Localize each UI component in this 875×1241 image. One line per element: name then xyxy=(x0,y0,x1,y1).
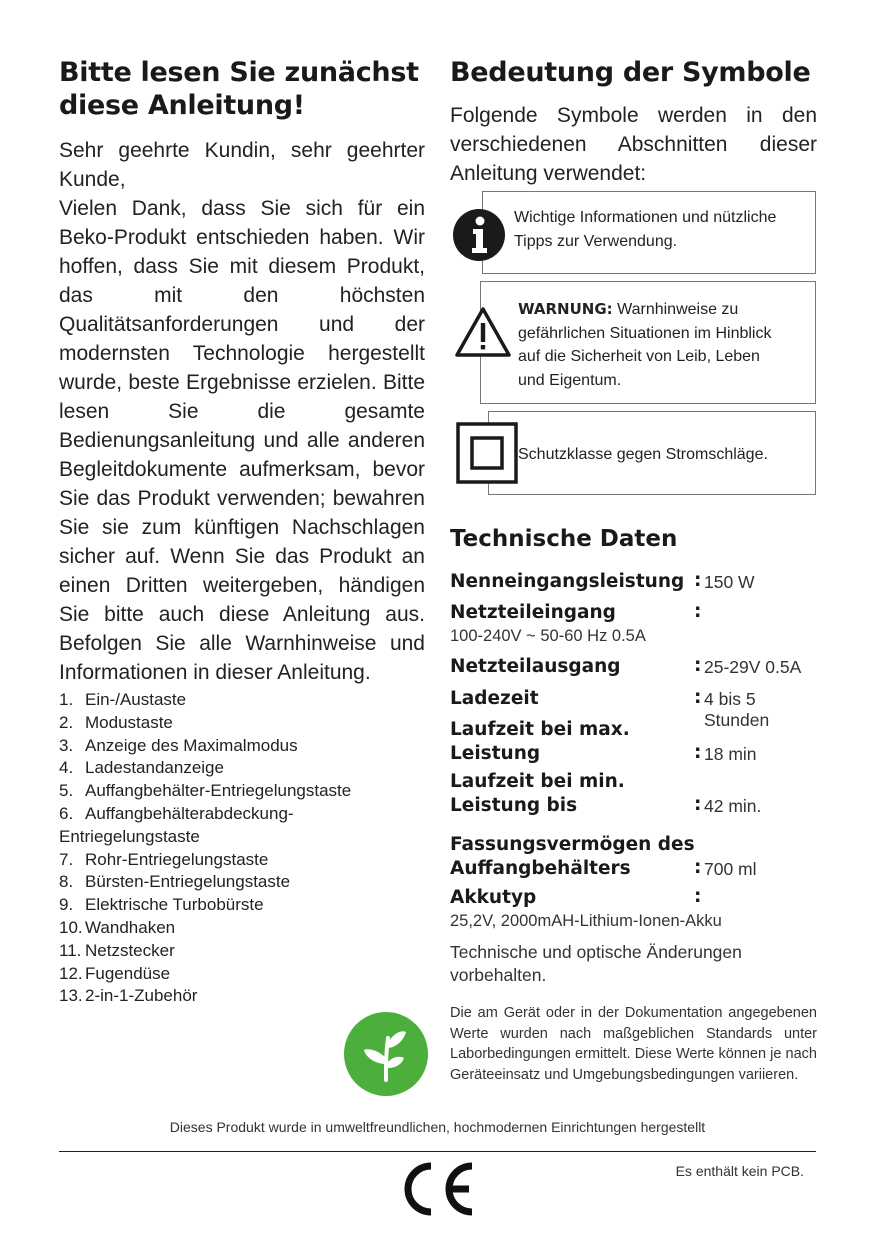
part-label: Netzstecker xyxy=(85,940,175,960)
intro-body: Vielen Dank, dass Sie sich für ein Beko-Produkt entschieden haben. Wir hoffen, dass Sie mit diesem Produkt, das mit den höchsten Qualitätsanforderungen und der modernsten Technologie hergestellt wurde, beste Ergebnisse erzielen. Bitte lesen Sie die gesamte Bedienungsanleitung und alle anderen Begleitdokumente aufmerksam, bevor Sie das Produkt verwenden; bewahren Sie sie zum künftigen Nachschlagen sicher auf. Wenn Sie das Produkt an einen Dritten weitergeben, händigen Sie bitte auch diese Anleitung aus. Befolgen Sie alle Warnhinweise und Informationen in dieser Anleitung. xyxy=(59,197,425,684)
spec-value: 700 ml xyxy=(704,859,757,879)
spec-value: 100-240V ~ 50-60 Hz 0.5A xyxy=(450,627,646,645)
spec-label: Laufzeit bei min. xyxy=(450,771,625,792)
symbols-intro: Folgende Symbole werden in den verschiedenen Abschnitten dieser Anleitung verwendet: xyxy=(450,104,817,185)
right-column xyxy=(450,56,817,1083)
part-number: 10. xyxy=(59,917,83,937)
part-number: 4. xyxy=(59,758,74,778)
spec-row: Laufzeit bei max. Leistung : 18 min xyxy=(450,718,820,766)
spec-label: Ladezeit xyxy=(450,688,539,709)
part-number: 11. xyxy=(59,940,82,960)
part-number: 2. xyxy=(59,712,74,732)
part-number: 12. xyxy=(59,963,83,983)
spec-value: 150 W xyxy=(704,572,755,592)
pcb-statement: Es enthält kein PCB. xyxy=(675,1163,804,1179)
left-column xyxy=(59,56,425,1006)
part-label: Auffangbehälter-Entriegelungstaste xyxy=(85,781,352,801)
part-list-item xyxy=(59,985,419,1008)
spec-value: 25,2V, 2000mAH-Lithium-Ionen-Akku xyxy=(450,912,722,930)
spec-label: Leistung bis xyxy=(450,795,578,816)
part-list-item xyxy=(59,963,419,986)
warning-icon xyxy=(454,306,512,358)
spec-label: Nenneingangsleistung xyxy=(450,571,685,592)
spec-label: Laufzeit bei max. xyxy=(450,719,630,740)
part-label: Wandhaken xyxy=(85,917,176,937)
spec-row: Ladezeit : 4 bis 5 Stunden xyxy=(450,687,820,711)
part-list-item xyxy=(59,803,419,826)
part-number: 5. xyxy=(59,781,74,801)
part-label: Ladestandanzeige xyxy=(85,758,224,778)
part-list-item xyxy=(59,871,419,894)
spec-row: Netzteileingang : 100-240V ~ 50-60 Hz 0.5A xyxy=(450,601,820,647)
part-label: Elektrische Turbobürste xyxy=(85,895,264,915)
tech-title: Technische Daten xyxy=(450,526,678,552)
spec-value: 25-29V 0.5A xyxy=(704,657,802,677)
spec-label: Netzteileingang xyxy=(450,602,616,623)
spec-label: Netzteilausgang xyxy=(450,656,621,677)
spec-label: Fassungsvermögen des xyxy=(450,834,695,855)
warning-symbol-text xyxy=(518,298,788,392)
spec-value: 4 bis 5 Stunden xyxy=(704,689,770,730)
part-list-item xyxy=(59,757,419,780)
title-line-2: diese Anleitung! xyxy=(59,90,305,121)
part-list-item xyxy=(59,917,419,940)
spec-label: Auffangbehälters xyxy=(450,858,631,879)
spec-row: Nenneingangsleistung : 150 W xyxy=(450,570,755,592)
warning-text: Warnhinweise zu gefährlichen Situationen im Hinblick auf die Sicherheit von Leib, Leben und Eigentum. xyxy=(518,301,772,389)
part-label: Auffangbehälterabdeckung- xyxy=(85,803,294,823)
spec-row: Netzteilausgang : 25-29V 0.5A xyxy=(450,655,802,677)
part-label: Entriegelungstaste xyxy=(59,826,200,846)
part-label: Bürsten-Entriegelungstaste xyxy=(85,872,291,892)
title-line-1: Bitte lesen Sie zunächst xyxy=(59,57,419,88)
symbols-title: Bedeutung der Symbole xyxy=(450,57,811,88)
warning-label: WARNUNG: xyxy=(518,300,613,318)
protection-class-text: Schutzklasse gegen Stromschläge. xyxy=(518,446,768,463)
info-symbol-text: Wichtige Informationen und nützliche Tipps zur Verwendung. xyxy=(514,209,777,250)
part-number: 3. xyxy=(59,735,74,755)
eco-statement: Dieses Produkt wurde in umweltfreundlichen, hochmodernen Einrichtungen hergestellt xyxy=(169,1119,706,1135)
part-list-item xyxy=(59,712,419,735)
protection-class-icon xyxy=(456,422,518,484)
spec-row: Laufzeit bei min. Leistung bis : 42 min. xyxy=(450,770,820,818)
part-number: 7. xyxy=(59,849,74,869)
spec-label: Akkutyp xyxy=(450,887,537,908)
intro-text xyxy=(59,136,425,687)
info-icon xyxy=(450,206,508,264)
part-number: 6. xyxy=(59,803,74,823)
parts-list xyxy=(59,689,419,1008)
footer-divider xyxy=(59,1151,816,1152)
part-label: Anzeige des Maximalmodus xyxy=(85,735,298,755)
part-list-item xyxy=(59,689,419,712)
part-list-item xyxy=(59,894,419,917)
part-list-item xyxy=(59,849,419,872)
spec-value: 18 min xyxy=(704,744,757,764)
part-number: 13. xyxy=(59,986,83,1006)
part-label: Ein-/Austaste xyxy=(85,690,187,709)
part-label: Rohr-Entriegelungstaste xyxy=(85,849,269,869)
part-list-item xyxy=(59,735,419,758)
spec-label: Leistung xyxy=(450,743,541,764)
part-list-item xyxy=(59,826,419,849)
part-label: 2-in-1-Zubehör xyxy=(85,986,198,1006)
part-number: 1. xyxy=(59,690,74,709)
page-title xyxy=(59,56,425,122)
standards-note: Die am Gerät oder in der Dokumentation angegebenen Werte wurden nach maßgeblichen Standards unter Laborbedingungen ermittelt. Diese Werte können je nach Geräteeinsatz und Umgebungsbedingungen variieren. xyxy=(450,1005,817,1083)
part-number: 9. xyxy=(59,895,74,915)
part-list-item xyxy=(59,780,419,803)
eco-leaf-icon xyxy=(344,1012,428,1096)
part-list-item xyxy=(59,940,419,963)
spec-value: 42 min. xyxy=(704,796,762,816)
change-note: Technische und optische Änderungen vorbehalten. xyxy=(450,942,742,985)
part-label: Fugendüse xyxy=(85,963,171,983)
part-number: 8. xyxy=(59,872,74,892)
part-label: Modustaste xyxy=(85,712,173,732)
greeting: Sehr geehrte Kundin, sehr geehrter Kunde, xyxy=(59,139,425,191)
ce-mark-icon xyxy=(398,1160,478,1218)
spec-row: Akkutyp : 25,2V, 2000mAH-Lithium-Ionen-Akku xyxy=(450,886,820,932)
spec-row: Fassungsvermögen des Auffangbehälters : 700 ml xyxy=(450,833,820,881)
